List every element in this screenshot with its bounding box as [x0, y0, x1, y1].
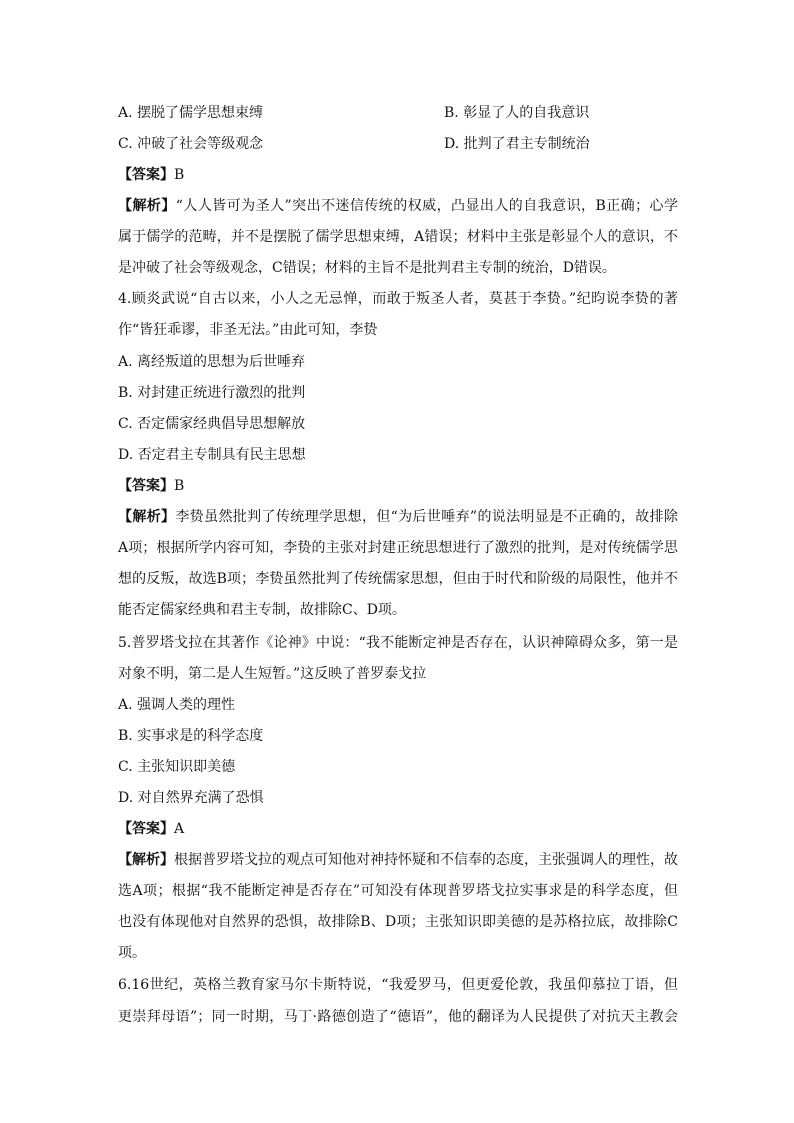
q4-answer	[118, 476, 184, 496]
q5-option-b: B. 实事求是的科学态度	[118, 728, 264, 744]
q4-option-d: D. 否定君主专制具有民主思想	[118, 447, 306, 463]
q5-analysis-line-4: 项。	[118, 945, 146, 961]
answer-value: B	[174, 167, 185, 183]
q3-answer	[118, 165, 184, 185]
q4-option-b: B. 对封建正统进行激烈的批判	[118, 385, 306, 401]
q5-answer	[118, 819, 184, 839]
answer-value: A	[174, 821, 185, 837]
q3-analysis-line-2: 属于儒学的范畴，并不是摆脱了儒学思想束缚，A错误；材料中主张是彰显个人的意识，不	[118, 229, 678, 245]
q5-option-c: C. 主张知识即美德	[118, 759, 236, 775]
analysis-text: 根据普罗塔戈拉的观点可知他对神持怀疑和不信奉的态度，主张强调人的理性，故	[174, 852, 678, 868]
q4-analysis-line-3: 想的反叛，故选B项；李贽虽然批判了传统儒家思想，但由于时代和阶级的局限性，他并不	[118, 571, 678, 587]
q5-option-d: D. 对自然界充满了恐惧	[118, 790, 264, 806]
q4-stem-line-2: 作“皆狂乖谬，非圣无法。”由此可知，李贽	[118, 322, 378, 338]
q4-analysis-line-4: 能否定儒家经典和君主专制，故排除C、D项。	[118, 602, 406, 618]
q4-stem-line-1: 4.顾炎武说“自古以来，小人之无忌惮，而敢于叛圣人者，莫甚于李贽。”纪昀说李贽的著	[118, 291, 678, 307]
q3-analysis-line-1	[118, 196, 678, 216]
q3-option-c: C. 冲破了社会等级观念	[118, 136, 264, 152]
q5-option-a: A. 强调人类的理性	[118, 697, 236, 713]
q5-stem-line-1: 5.普罗塔戈拉在其著作《论神》中说：“我不能断定神是否存在，认识神障碍众多，第一是	[118, 635, 678, 651]
analysis-text: 李贽虽然批判了传统理学思想，但“为后世唾弃”的说法明显是不正确的，故排除	[175, 509, 679, 525]
q5-analysis-line-3: 也没有体现他对自然界的恐惧，故排除B、D项；主张知识即美德的是苏格拉底，故排除C	[118, 914, 678, 930]
q4-option-a: A. 离经叛道的思想为后世唾弃	[118, 354, 306, 370]
q3-analysis-line-3: 是冲破了社会等级观念，C错误；材料的主旨不是批判君主专制的统治，D错误。	[118, 260, 616, 276]
q6-stem-line-1: 6.16世纪，英格兰教育家马尔卡斯特说，“我爱罗马，但更爱伦敦，我虽仰慕拉丁语，但	[118, 977, 678, 993]
q4-analysis-line-2: A项；根据所学内容可知，李贽的主张对封建正统思想进行了激烈的批判，是对传统儒学思	[118, 540, 678, 556]
analysis-label: 【解析】	[118, 198, 176, 214]
analysis-text: “人人皆可为圣人”突出不迷信传统的权威，凸显出人的自我意识，B正确；心学	[175, 198, 679, 214]
answer-label: 【答案】	[118, 167, 174, 183]
q3-option-d: D. 批判了君主专制统治	[444, 136, 590, 152]
answer-value: B	[174, 478, 185, 494]
q4-analysis-line-1	[118, 507, 678, 527]
q4-option-c: C. 否定儒家经典倡导思想解放	[118, 416, 306, 432]
q3-option-a: A. 摆脱了儒学思想束缚	[118, 105, 264, 121]
analysis-label: 【解析】	[118, 509, 176, 525]
q5-analysis-line-2: 选A项；根据“我不能断定神是否存在”可知没有体现普罗塔戈拉实事求是的科学态度，但	[118, 883, 678, 899]
q3-option-b: B. 彰显了人的自我意识	[444, 105, 590, 121]
q5-stem-line-2: 对象不明，第二是人生短暂。”这反映了普罗泰戈拉	[118, 666, 427, 682]
q6-stem-line-2: 更崇拜母语”；同一时期，马丁·路德创造了“德语”，他的翻译为人民提供了对抗天主教会	[118, 1009, 678, 1025]
answer-label: 【答案】	[118, 821, 174, 837]
answer-label: 【答案】	[118, 478, 174, 494]
q5-analysis-line-1	[118, 850, 678, 870]
analysis-label: 【解析】	[118, 852, 174, 868]
